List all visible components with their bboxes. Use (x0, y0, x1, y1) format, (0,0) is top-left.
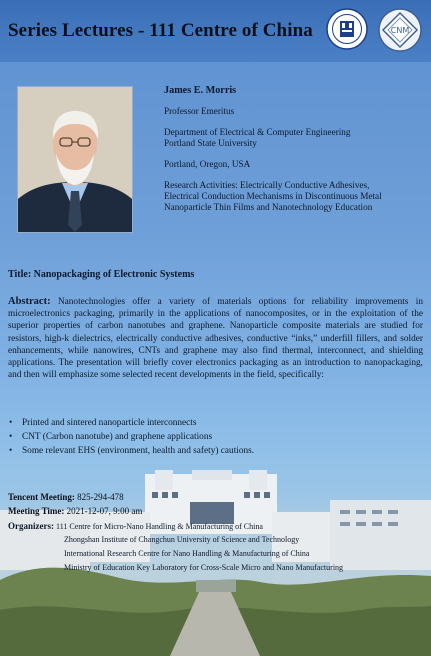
speaker-name: James E. Morris (164, 85, 237, 96)
organizers-label: Organizers: (8, 521, 54, 531)
speaker-department: Department of Electrical & Computer Engineering (164, 127, 351, 137)
abstract-label: Abstract: (8, 296, 51, 307)
abstract (8, 296, 423, 381)
organizer-item: Zhongshan Institute of Changchun University of Science and Technology (64, 535, 300, 544)
research-line-2: Electrical Conduction Mechanisms in Discontinuous Metal (164, 191, 382, 201)
cnm-logo-text: CNM (390, 26, 410, 35)
meeting-time-label: Meeting Time: (8, 506, 65, 516)
tencent-label: Tencent Meeting: (8, 492, 75, 502)
speaker-university: Portland State University (164, 138, 257, 148)
series-title: Series Lectures - 111 Centre of China (8, 20, 313, 41)
bullet-item: • Some relevant EHS (environment, health and safety) cautions. (8, 444, 423, 458)
research-line-1: Research Activities: Electrically Conductive Adhesives, (164, 180, 370, 190)
university-seal-logo (326, 8, 368, 50)
research-line-3: Nanoparticle Thin Films and Nanotechnology Education (164, 202, 373, 212)
meeting-time-value: 2021-12-07, 9:00 am (66, 506, 143, 516)
speaker-position: Professor Emeritus (164, 106, 235, 116)
organizer-item: 111 Centre for Micro-Nano Handling & Manufacturing of China (55, 522, 263, 531)
tencent-meeting (8, 492, 408, 503)
organizer-item: Ministry of Education Key Laboratory for Cross-Scale Micro and Nano Manufacturing (64, 563, 344, 572)
speaker-bio (164, 85, 426, 223)
speaker-research (164, 180, 426, 213)
bullet-item: • Printed and sintered nanoparticle interconnects (8, 416, 423, 430)
speaker-location: Portland, Oregon, USA (164, 159, 251, 169)
organizers (8, 519, 428, 575)
organizer-row (8, 547, 428, 561)
abstract-text: Nanotechnologies offer a variety of materials options for reliability improvements in microelectronics packaging, primarily in the applications of nanocomposites, or in the exploitation of the superior properties of carbon nanotubes and graphene. Nanoparticle composite materials are studied for resistors, high-k dielectrics, electrically conductive adhesives, conductive “inks,” underfill fillers, and solder enhancements, while nanowires, CNTs and graphene may also find thermal, interconnect, and shielding applications. The presentation will briefly cover electronics packaging as an introduction to nanopackaging, and then will emphasize some selected recent developments in the field, specifically: (8, 297, 423, 381)
abstract-bullets (8, 416, 423, 458)
tencent-id: 825-294-478 (77, 492, 124, 502)
cnm-logo (378, 8, 422, 52)
organizer-item: International Research Centre for Nano Handling & Manufacturing of China (64, 549, 310, 558)
talk-title: Title: Nanopackaging of Electronic Systems (8, 269, 195, 280)
meeting-time (8, 506, 408, 517)
bullet-item: • CNT (Carbon nanotube) and graphene applications (8, 430, 423, 444)
speaker-photo (17, 86, 133, 233)
speaker-affiliation (164, 127, 426, 149)
organizer-row (8, 533, 428, 547)
organizer-row (8, 561, 428, 575)
organizer-row (8, 519, 428, 533)
